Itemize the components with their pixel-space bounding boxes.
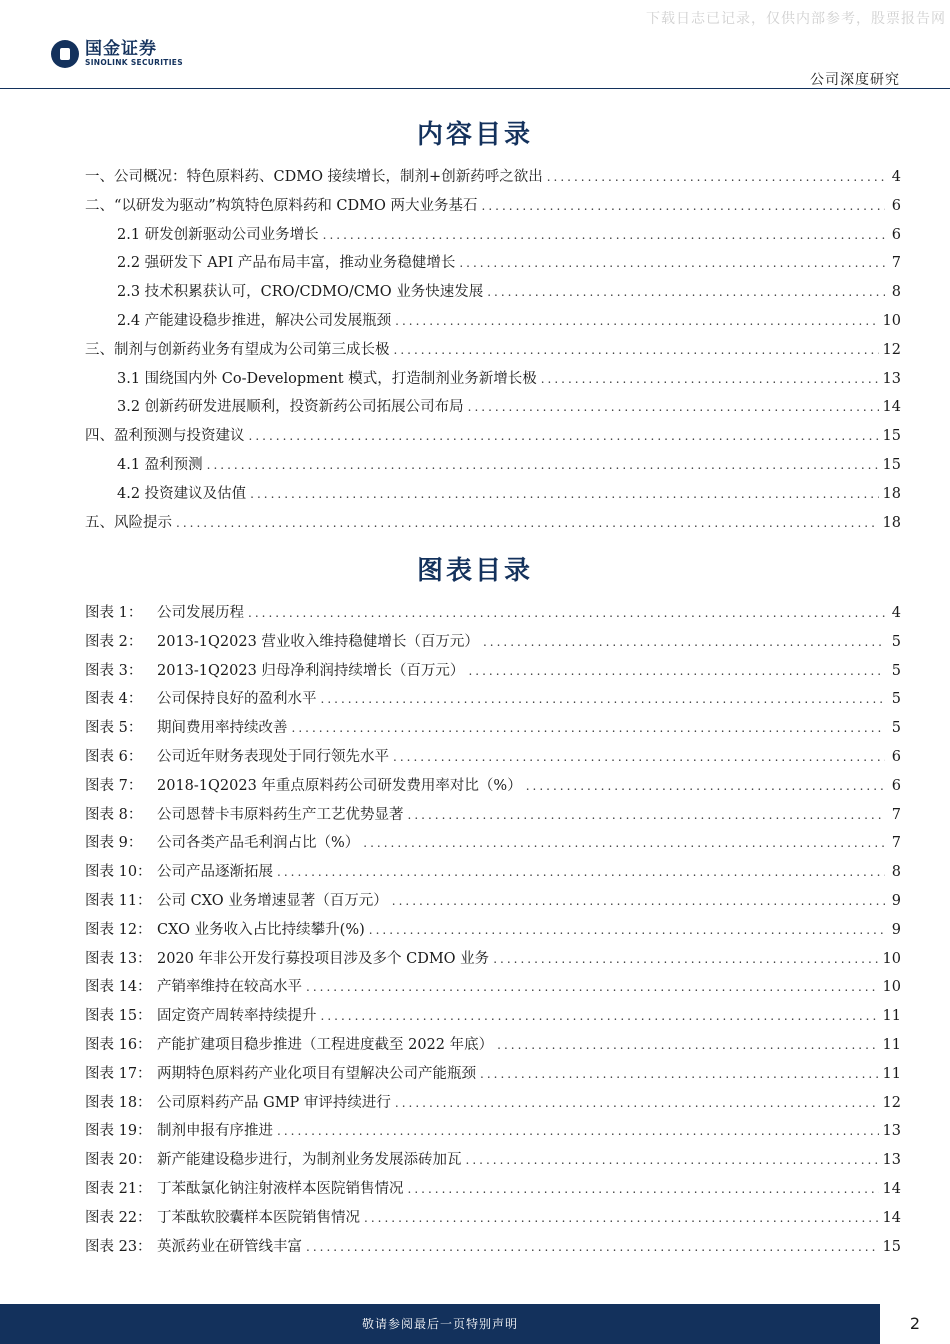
figure-entry-page: 10: [882, 979, 901, 996]
dot-leader: [459, 249, 885, 278]
dot-leader: [321, 685, 886, 714]
toc-entry-page: 4: [891, 169, 901, 185]
figure-entry-title: 2020 年非公开发行募投项目涉及多个 CDMO 业务: [157, 950, 490, 967]
dot-leader: [277, 858, 885, 887]
toc-entry[interactable]: [85, 249, 901, 278]
figure-entry-label: [85, 1175, 404, 1204]
dot-leader: [248, 599, 885, 628]
figure-entry-page: 5: [891, 662, 901, 679]
figure-entry-number: 图表 20：: [85, 1152, 152, 1169]
figure-entry-label: [85, 1146, 462, 1175]
toc-entry-page: 18: [882, 514, 901, 531]
toc-entry-page: 6: [891, 226, 901, 243]
figure-entry-title: 期间费用率持续改善: [157, 720, 288, 737]
figure-entry-page: 11: [882, 1008, 901, 1025]
dot-leader: [468, 393, 879, 422]
figure-entry-page: 4: [891, 605, 901, 621]
figure-entry-title: 产能扩建项目稳步推进（工程进度截至 2022 年底）: [157, 1036, 494, 1053]
toc-entry-page: 6: [891, 197, 901, 214]
figure-entry-number: 图表 1：: [85, 605, 143, 621]
figure-entry-title: 新产能建设稳步进行，为制剂业务发展添砖加瓦: [157, 1152, 462, 1169]
figure-entry-title: 产销率维持在较高水平: [157, 979, 302, 996]
dot-leader: [321, 1002, 879, 1031]
dot-leader: [363, 829, 885, 858]
figure-entry-number: 图表 2：: [85, 633, 143, 650]
figure-entry-label: [85, 1031, 493, 1060]
figure-entry-page: 11: [882, 1065, 901, 1082]
dot-leader: [292, 714, 886, 743]
footer-notice: 敬请参阅最后一页特别声明: [0, 1304, 880, 1344]
header-divider: [0, 88, 950, 89]
figure-entry-number: 图表 17：: [85, 1065, 152, 1082]
figure-entry-number: 图表 9：: [85, 835, 143, 852]
figure-entry[interactable]: [85, 743, 901, 772]
figure-entry-number: 图表 5：: [85, 720, 143, 737]
toc-entry-page: 15: [882, 428, 901, 445]
dot-leader: [408, 801, 886, 830]
dot-leader: [480, 1060, 879, 1089]
watermark-text: 下载日志已记录，仅供内部参考，股票报告网: [646, 11, 946, 27]
dot-leader: [364, 1204, 879, 1233]
figure-entry-title: 两期特色原料药产业化项目有望解决公司产能瓶颈: [157, 1065, 476, 1082]
sinolink-logo-icon: [51, 40, 79, 68]
figure-entry-page: 5: [891, 720, 901, 737]
toc-entry-label: 五、风险提示: [85, 514, 172, 531]
figure-entry-number: 图表 13：: [85, 950, 152, 967]
figure-entry-title: 2013-1Q2023 归母净利润持续增长（百万元）: [157, 662, 465, 679]
figure-entry-number: 图表 6：: [85, 748, 143, 765]
brand-logo: [51, 37, 183, 71]
figure-entry-title: 公司保持良好的盈利水平: [157, 691, 317, 708]
figure-entry-number: 图表 10：: [85, 864, 152, 881]
toc-entry-label: 2.1 研发创新驱动公司业务增长: [117, 226, 319, 243]
figure-entry-label: [85, 916, 365, 945]
figure-entry-title: 英派药业在研管线丰富: [157, 1238, 302, 1255]
dot-leader: [526, 772, 885, 801]
dot-leader: [306, 973, 879, 1002]
toc-entry[interactable]: [85, 278, 901, 307]
toc-entry-label: 2.2 强研发下 API 产品布局丰富，推动业务稳健增长: [117, 255, 456, 272]
brand-name-en: SINOLINK SECURITIES: [85, 58, 183, 67]
figure-entry-page: 14: [882, 1209, 901, 1226]
toc-entry-page: 12: [882, 341, 901, 358]
toc-entry-page: 18: [882, 485, 901, 502]
dot-leader: [493, 945, 878, 974]
toc-entry[interactable]: [85, 509, 901, 538]
figure-entry[interactable]: [85, 1002, 901, 1031]
figure-entry-number: 图表 7：: [85, 777, 143, 794]
dot-leader: [482, 192, 886, 221]
brand-name-cn: 国金证券: [85, 39, 157, 59]
figure-entry-title: CXO 业务收入占比持续攀升(%): [157, 921, 365, 938]
figure-entry-number: 图表 22：: [85, 1209, 152, 1226]
toc-entry-page: 14: [882, 399, 901, 416]
toc-entry[interactable]: [85, 422, 901, 451]
figure-entry[interactable]: [85, 1060, 901, 1089]
toc-entry-label: 一、公司概况：特色原料药、CDMO 接续增长，制剂+创新药呼之欲出: [85, 169, 543, 185]
figure-entry-number: 图表 12：: [85, 921, 152, 938]
figure-entry[interactable]: [85, 1204, 901, 1233]
figure-entry-label: [85, 1002, 317, 1031]
dot-leader: [395, 307, 878, 336]
figure-entry[interactable]: [85, 916, 901, 945]
figure-entry-title: 制剂申报有序推进: [157, 1123, 273, 1140]
toc-entry-label: 3.1 围绕国内外 Co-Development 模式，打造制剂业务新增长极: [117, 370, 537, 387]
figure-entry-label: [85, 1233, 302, 1262]
figure-entry-label: [85, 599, 244, 628]
dot-leader: [487, 278, 885, 307]
toc-entry-label: 3.2 创新药研发进展顺利，投资新药公司拓展公司布局: [117, 399, 464, 416]
toc-entry-page: 15: [882, 456, 901, 473]
figure-entry-label: [85, 685, 317, 714]
figure-entry[interactable]: [85, 685, 901, 714]
figure-entry-page: 12: [882, 1094, 901, 1111]
figure-entry[interactable]: [85, 829, 901, 858]
figure-entry[interactable]: [85, 1175, 901, 1204]
toc-entry[interactable]: [85, 480, 901, 509]
figure-entry-number: 图表 19：: [85, 1123, 152, 1140]
figure-entry-page: 11: [882, 1036, 901, 1053]
figure-entry-label: [85, 743, 389, 772]
dot-leader: [369, 916, 885, 945]
figure-entry[interactable]: [85, 1146, 901, 1175]
dot-leader: [394, 336, 879, 365]
dot-leader: [250, 480, 878, 509]
toc-entry[interactable]: [85, 336, 901, 365]
dot-leader: [466, 1146, 879, 1175]
toc-entry[interactable]: [85, 451, 901, 480]
figure-entry[interactable]: [85, 1117, 901, 1146]
figure-entry-title: 公司近年财务表现处于同行领先水平: [157, 748, 389, 765]
toc-entry-page: 13: [882, 370, 901, 387]
figure-entry[interactable]: [85, 1031, 901, 1060]
figure-entry-title: 2013-1Q2023 营业收入维持稳健增长（百万元）: [157, 633, 479, 650]
figure-entry[interactable]: [85, 973, 901, 1002]
figure-entry[interactable]: [85, 1233, 901, 1262]
figure-entry-number: 图表 8：: [85, 806, 143, 823]
report-type: 公司深度研究: [810, 72, 900, 88]
figure-entry[interactable]: [85, 772, 901, 801]
figure-entry-number: 图表 16：: [85, 1036, 152, 1053]
figure-entry-page: 6: [891, 748, 901, 765]
toc-entry-label: 4.2 投资建议及估值: [117, 485, 247, 502]
toc-entry-label: 四、盈利预测与投资建议: [85, 428, 245, 445]
figure-entry-label: [85, 829, 359, 858]
toc-entry-label: 三、制剂与创新药业务有望成为公司第三成长极: [85, 341, 390, 358]
figure-entry-title: 公司原料药产品 GMP 审评持续进行: [157, 1094, 391, 1111]
figure-entry-page: 13: [882, 1152, 901, 1169]
figure-entry[interactable]: [85, 1089, 901, 1118]
figures-list: [85, 599, 901, 1261]
figure-entry-page: 14: [882, 1180, 901, 1197]
figure-entry-page: 5: [891, 691, 901, 708]
figure-entry-page: 9: [891, 892, 901, 909]
figure-entry-label: [85, 1089, 391, 1118]
toc-title: 内容目录: [416, 120, 533, 150]
toc-entry-page: 10: [882, 312, 901, 329]
toc-entry-page: 8: [891, 284, 901, 301]
dot-leader: [306, 1233, 879, 1262]
figure-entry-page: 15: [882, 1238, 901, 1255]
figure-entry[interactable]: [85, 887, 901, 916]
dot-leader: [468, 657, 885, 686]
dot-leader: [395, 1089, 879, 1118]
dot-leader: [393, 743, 885, 772]
figure-entry[interactable]: [85, 801, 901, 830]
figure-entry-label: [85, 772, 522, 801]
figure-entry-number: 图表 11：: [85, 892, 152, 909]
figure-entry-page: 7: [891, 806, 901, 823]
figure-entry-title: 丁苯酞氯化钠注射液样本医院销售情况: [157, 1180, 404, 1197]
page-number: 2: [909, 1314, 921, 1333]
figure-entry-title: 丁苯酞软胶囊样本医院销售情况: [157, 1209, 360, 1226]
dot-leader: [249, 422, 879, 451]
figure-entry-title: 2018-1Q2023 年重点原料药公司研发费用率对比（%）: [157, 777, 522, 794]
dot-leader: [176, 509, 879, 538]
toc-entry[interactable]: [85, 192, 901, 221]
figure-entry-label: [85, 887, 388, 916]
toc-entry[interactable]: [85, 393, 901, 422]
figure-entry-page: 8: [891, 864, 901, 881]
figure-entry-page: 10: [882, 950, 901, 967]
dot-leader: [392, 887, 885, 916]
figure-entry-title: 公司产品逐渐拓展: [157, 864, 273, 881]
figure-entry-page: 5: [891, 633, 901, 650]
figure-entry-label: [85, 945, 489, 974]
figure-entry-label: [85, 714, 288, 743]
figure-entry-page: 6: [891, 777, 901, 794]
figure-entry-page: 7: [891, 835, 901, 852]
toc-entry[interactable]: [85, 365, 901, 394]
dot-leader: [207, 451, 879, 480]
toc-entry-page: 7: [891, 255, 901, 272]
figure-entry[interactable]: [85, 657, 901, 686]
dot-leader: [323, 221, 885, 250]
figure-entry-label: [85, 1060, 476, 1089]
figure-entry-label: [85, 801, 404, 830]
toc-entry[interactable]: [85, 221, 901, 250]
dot-leader: [497, 1031, 878, 1060]
figures-title: 图表目录: [416, 556, 533, 586]
figure-entry-number: 图表 15：: [85, 1008, 152, 1025]
toc-entry-label: 4.1 盈利预测: [117, 456, 203, 473]
figure-entry-title: 公司发展历程: [157, 605, 244, 621]
figure-entry[interactable]: [85, 599, 901, 628]
figure-entry-number: 图表 3：: [85, 662, 143, 679]
toc-list: [85, 163, 901, 537]
toc-entry[interactable]: [85, 163, 901, 192]
figure-entry-title: 固定资产周转率持续提升: [157, 1008, 317, 1025]
figure-entry-title: 公司各类产品毛利润占比（%）: [157, 835, 360, 852]
dot-leader: [277, 1117, 879, 1146]
figure-entry-page: 13: [882, 1123, 901, 1140]
dot-leader: [483, 628, 885, 657]
figure-entry-number: 图表 21：: [85, 1180, 152, 1197]
figure-entry-label: [85, 1117, 273, 1146]
figure-entry-number: 图表 14：: [85, 979, 152, 996]
figure-entry-label: [85, 628, 479, 657]
toc-entry[interactable]: [85, 307, 901, 336]
figure-entry[interactable]: [85, 858, 901, 887]
dot-leader: [547, 163, 885, 192]
figure-entry-label: [85, 1204, 360, 1233]
toc-entry-label: 2.4 产能建设稳步推进，解决公司发展瓶颈: [117, 312, 392, 329]
figure-entry[interactable]: [85, 945, 901, 974]
figure-entry[interactable]: [85, 628, 901, 657]
figure-entry-label: [85, 858, 273, 887]
figure-entry-title: 公司恩替卡韦原料药生产工艺优势显著: [157, 806, 404, 823]
figure-entry-label: [85, 657, 464, 686]
dot-leader: [408, 1175, 879, 1204]
figure-entry-number: 图表 18：: [85, 1094, 152, 1111]
toc-entry-label: 二、“以研发为驱动”构筑特色原料药和 CDMO 两大业务基石: [85, 197, 478, 214]
figure-entry-page: 9: [891, 921, 901, 938]
dot-leader: [541, 365, 879, 394]
figure-entry-title: 公司 CXO 业务增速显著（百万元）: [157, 892, 388, 909]
toc-entry-label: 2.3 技术积累获认可，CRO/CDMO/CMO 业务快速发展: [117, 284, 484, 301]
figure-entry-number: 图表 4：: [85, 691, 143, 708]
figure-entry-label: [85, 973, 302, 1002]
figure-entry-number: 图表 23：: [85, 1238, 152, 1255]
figure-entry[interactable]: [85, 714, 901, 743]
